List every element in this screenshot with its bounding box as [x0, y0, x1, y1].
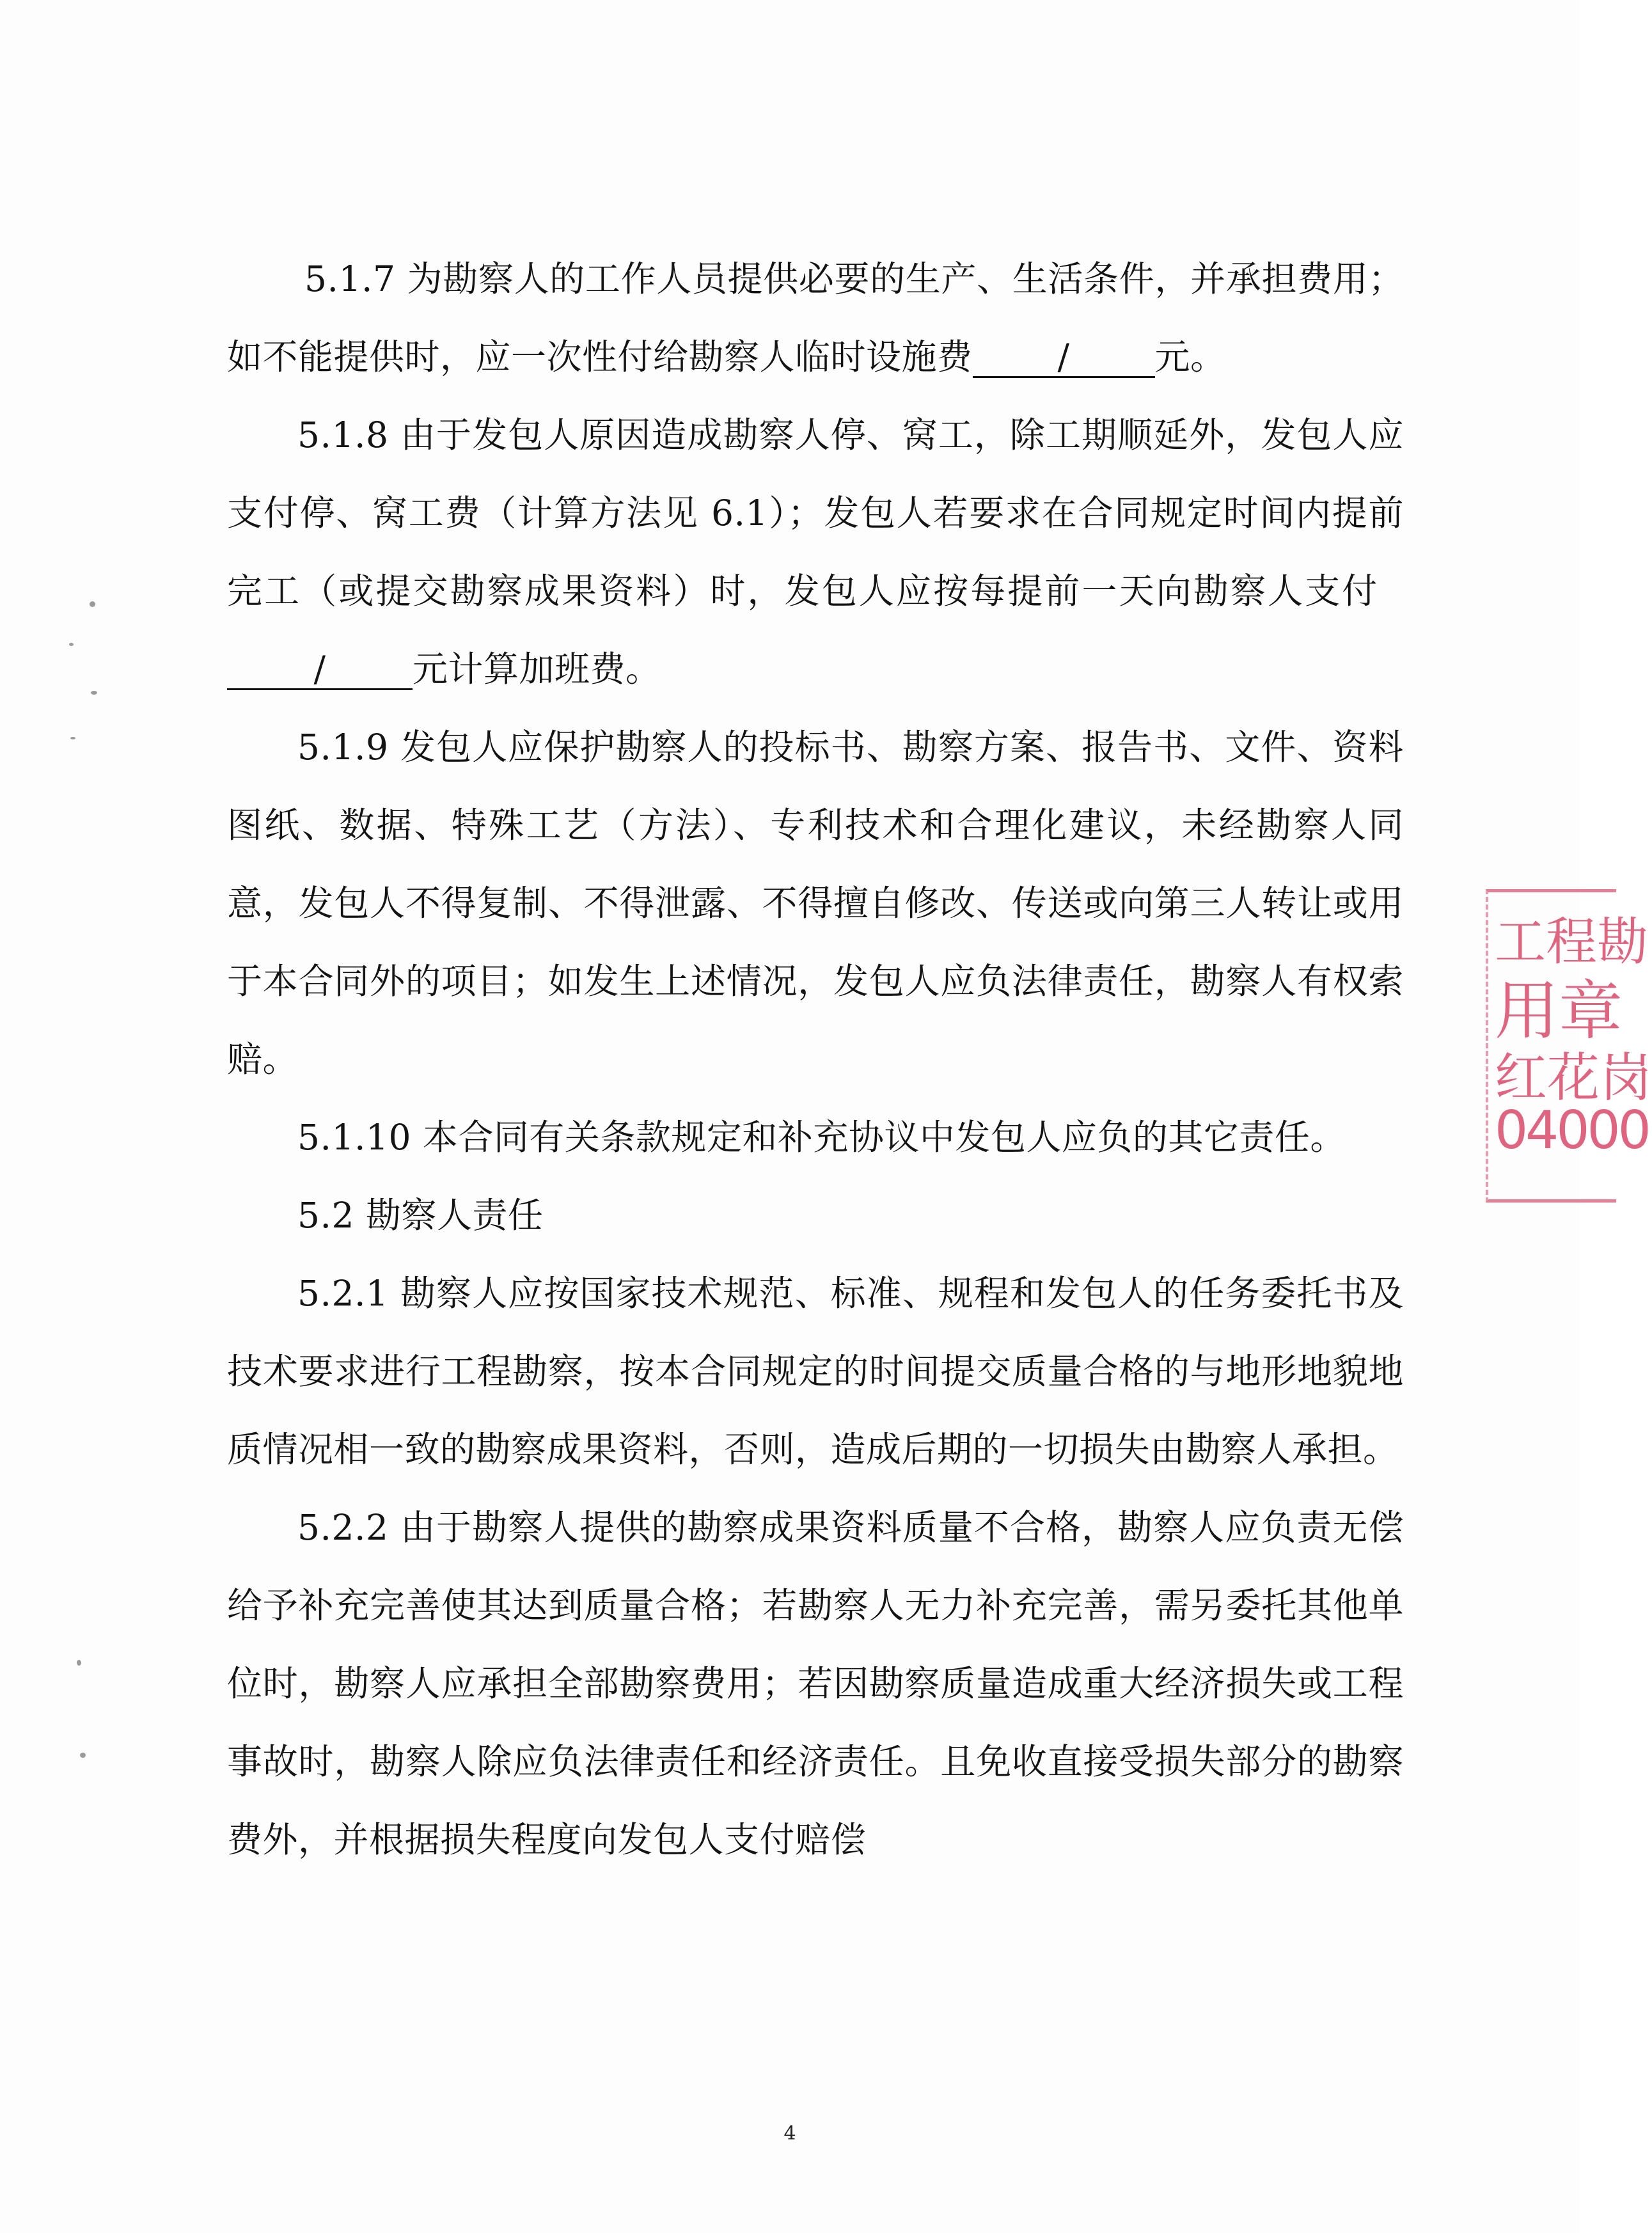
clause-5-1-7-text: 5.1.7 为勘察人的工作人员提供必要的生产、生活条件，并承担费用；如不能提供时，应一次性付给勘察人临时设施费 [227, 258, 1404, 377]
scan-speck [69, 643, 74, 646]
clause-5-1-7 [227, 240, 1404, 396]
scan-speck [70, 737, 75, 739]
contract-body [227, 240, 1404, 1879]
clause-5-1-8 [227, 396, 1404, 708]
seal-text-line: 04000 [1495, 1100, 1649, 1161]
clause-5-1-10: 5.1.10 本合同有关条款规定和补充协议中发包人应负的其它责任。 [297, 1117, 1346, 1158]
scan-speck [80, 1753, 86, 1758]
company-seal-stamp [1481, 889, 1652, 1196]
clause-5-1-9: 5.1.9 发包人应保护勘察人的投标书、勘察方案、报告书、文件、资料图纸、数据、特殊工艺（方法）、专利技术和合理化建议，未经勘察人同意，发包人不得复制、不得泄露、不得擅自修改、传送或向第三人转让或用于本合同外的项目；如发生上述情况，发包人应负法律责任，勘察人有权索赔。 [227, 727, 1404, 1080]
page-number: 4 [783, 2122, 796, 2145]
clause-5-1-8-unit: 元计算加班费。 [413, 649, 661, 690]
scan-speck [90, 601, 95, 607]
seal-text-line: 红花岗 [1495, 1048, 1652, 1109]
clause-5-2-2: 5.2.2 由于勘察人提供的勘察成果资料质量不合格，勘察人应负责无偿给予补充完善使其达到质量合格；若勘察人无力补充完善，需另委托其他单位时，勘察人应承担全部勘察费用；若因勘察质量造成重大经济损失或工程事故时，勘察人除应负法律责任和经济责任。且免收直接受损失部分的勘察费外，并根据损失程度向发包人支付赔偿 [227, 1507, 1404, 1860]
seal-text-line: 工程勘 [1495, 912, 1648, 972]
section-5-2-heading: 5.2 勘察人责任 [297, 1195, 544, 1236]
clause-5-1-8-text: 5.1.8 由于发包人原因造成勘察人停、窝工，除工期顺延外，发包人应支付停、窝工费（计算方法见 6.1）；发包人若要求在合同规定时间内提前完工（或提交勘察成果资料）时，发包人应按每提前一天向勘察人支付 [227, 414, 1404, 612]
overtime-fee-blank: / [227, 650, 413, 690]
facility-fee-blank: / [973, 338, 1155, 378]
clause-5-2-1: 5.2.1 勘察人应按国家技术规范、标准、规程和发包人的任务委托书及技术要求进行工程勘察，按本合同规定的时间提交质量合格的与地形地貌地质情况相一致的勘察成果资料，否则，造成后期的一切损失由勘察人承担。 [227, 1273, 1404, 1470]
clause-5-1-7-unit: 元。 [1154, 336, 1226, 377]
seal-text-line: 用章 [1495, 974, 1623, 1048]
scan-speck [91, 691, 97, 695]
scan-speck [77, 1660, 81, 1666]
